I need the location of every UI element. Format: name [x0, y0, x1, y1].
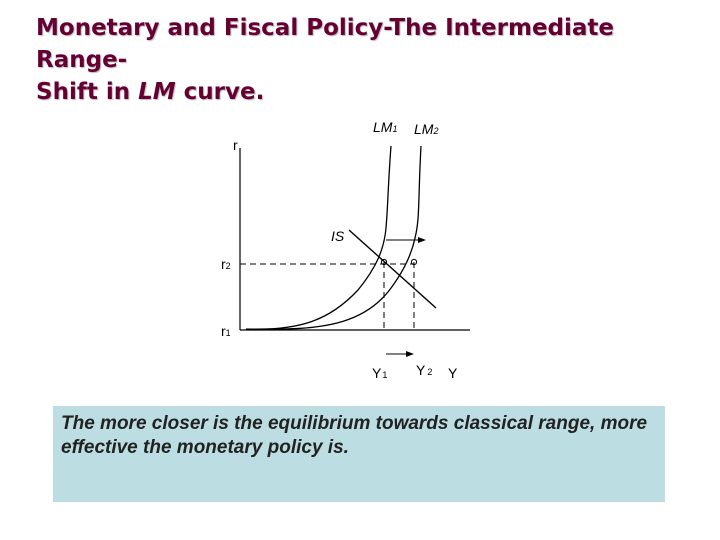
title-line-2-italic: LM: [138, 79, 176, 105]
lm1-label: LM1: [373, 119, 398, 135]
title-line-1: Monetary and Fiscal Policy-The Intermediate Range-: [36, 15, 614, 73]
y2-tick-label: Y 2: [416, 362, 433, 378]
y-axis-label: r: [233, 137, 238, 153]
title-line-2-suffix: curve.: [175, 79, 265, 105]
r1-tick-label: r1: [221, 323, 231, 339]
x-axis-label: Y: [448, 365, 458, 381]
r2-tick-label: r2: [221, 256, 231, 272]
lm1-curve: [246, 146, 391, 329]
y-shift-arrowhead-lower: [406, 351, 414, 357]
lm-shift-arrowhead-upper: [418, 237, 426, 243]
y1-tick-label: Y1: [372, 365, 388, 381]
is-label: IS: [331, 228, 345, 244]
lm2-label: LM2: [414, 121, 439, 137]
is-curve: [349, 230, 436, 308]
title-line-2-prefix: Shift in: [36, 79, 139, 105]
explanation-note: The more closer is the equilibrium towards classical range, more effective the monetary policy is.: [53, 406, 665, 502]
